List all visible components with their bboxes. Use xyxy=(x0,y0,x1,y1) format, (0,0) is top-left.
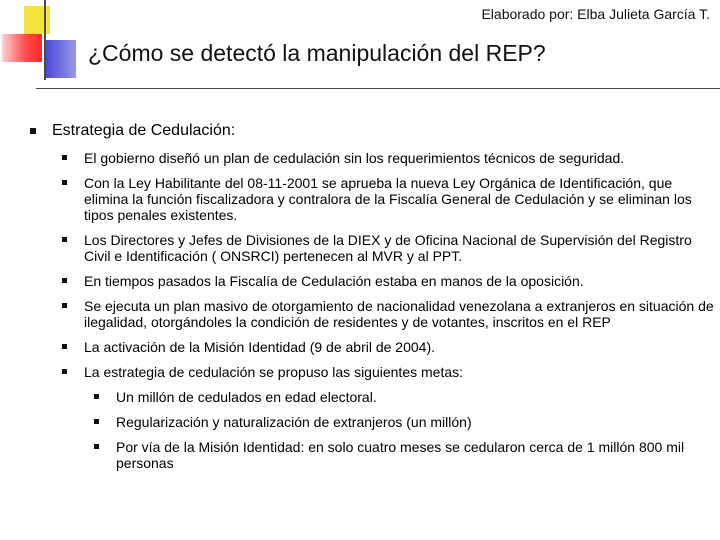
section-heading: Estrategia de Cedulación: xyxy=(52,122,236,139)
list-item-text: Con la Ley Habilitante del 08-11-2001 se aprueba la nueva Ley Orgánica de Identificación, que elimina la función fiscalizadora y contralora de la Fiscalía General de Cedulación y se eliminan los tipos penales existentes. xyxy=(84,175,692,223)
square-bullet-icon xyxy=(62,180,67,185)
list-item xyxy=(62,232,717,264)
sub-list-item-text: Regularización y naturalización de extranjeros (un millón) xyxy=(116,414,472,430)
square-bullet-icon xyxy=(62,278,67,283)
slide-title: ¿Cómo se detectó la manipulación del REP? xyxy=(88,40,546,66)
list-item xyxy=(62,364,717,380)
list-item-text: Los Directores y Jefes de Divisiones de la DIEX y de Oficina Nacional de Supervisión del Registro Civil e Identificación ( ONSRCI) pertenecen al MVR y al PPT. xyxy=(84,232,692,264)
sub-list-item-text: Un millón de cedulados en edad electoral. xyxy=(116,389,377,405)
author-credit: Elaborado por: Elba Julieta García T. xyxy=(481,6,710,22)
list-item xyxy=(62,175,717,223)
sub-list-item xyxy=(94,389,717,405)
decor-vertical-line xyxy=(44,0,46,80)
decor-blue-square xyxy=(46,40,76,78)
square-bullet-icon xyxy=(62,237,67,242)
list-item xyxy=(62,298,717,330)
square-bullet-icon xyxy=(30,128,36,134)
list-item xyxy=(62,339,717,355)
square-bullet-icon xyxy=(94,444,99,449)
square-bullet-icon xyxy=(94,394,99,399)
sub-list-item xyxy=(94,439,717,471)
sub-list-item-text: Por vía de la Misión Identidad: en solo cuatro meses se cedularon cerca de 1 millón 800 mil personas xyxy=(116,439,685,471)
decor-red-square xyxy=(2,34,42,62)
list-item-text: En tiempos pasados la Fiscalía de Cedulación estaba en manos de la oposición. xyxy=(84,273,584,289)
decor-yellow-square xyxy=(24,6,50,34)
list-item-text: El gobierno diseñó un plan de cedulación sin los requerimientos técnicos de seguridad. xyxy=(84,150,625,166)
square-bullet-icon xyxy=(62,344,67,349)
square-bullet-icon xyxy=(62,369,67,374)
list-item-text: Se ejecuta un plan masivo de otorgamiento de nacionalidad venezolana a extranjeros en situación de ilegalidad, otorgándoles la condición de residentes y de votantes, inscritos en el REP xyxy=(84,298,714,330)
list-item xyxy=(62,150,717,166)
sub-list-item xyxy=(94,414,717,430)
square-bullet-icon xyxy=(94,419,99,424)
list-item xyxy=(62,273,717,289)
list-item-text: La activación de la Misión Identidad (9 de abril de 2004). xyxy=(84,339,435,355)
bullet-list xyxy=(62,150,717,480)
square-bullet-icon xyxy=(62,155,67,160)
square-bullet-icon xyxy=(62,303,67,308)
list-item-text: La estrategia de cedulación se propuso las siguientes metas: xyxy=(84,364,464,380)
title-underline xyxy=(36,88,720,89)
